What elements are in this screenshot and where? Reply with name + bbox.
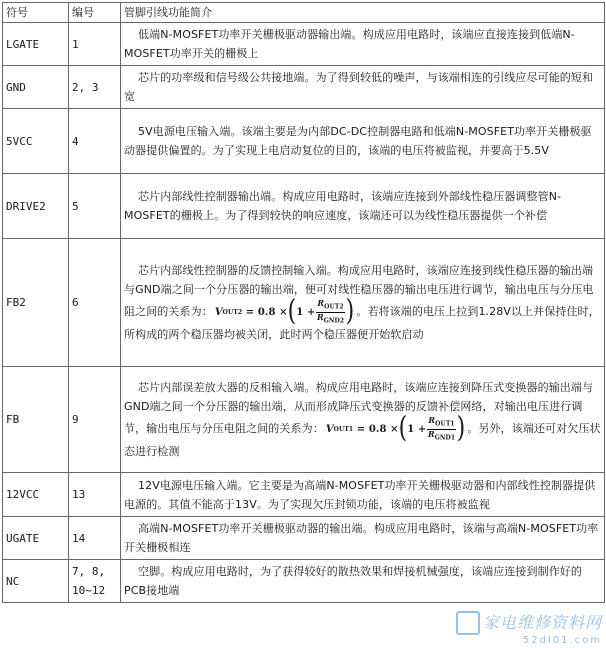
pin-description-after: 。另外，该端还可对欠压状态进行检测 xyxy=(124,422,601,459)
pin-symbol: LGATE xyxy=(3,23,69,66)
pin-number: 1 xyxy=(69,23,121,66)
pin-symbol: DRIVE2 xyxy=(3,174,69,239)
pin-description-cell xyxy=(121,109,605,174)
pin-number: 5 xyxy=(69,174,121,239)
pin-description: 空脚。构成应用电路时，为了获得较好的散热效果和焊接机械强度，该端应连接到制作好的PCB接地端 xyxy=(124,565,582,597)
table-row xyxy=(3,109,605,174)
pin-description-after: 。若将该端的电压上拉到1.28V以上并保持住时，所构成的两个稳压器均被关闭，此时两个稳压器便开始软启动 xyxy=(124,305,600,342)
table-row xyxy=(3,473,605,517)
pin-description-cell xyxy=(121,517,605,560)
pin-symbol: FB xyxy=(3,367,69,473)
pin-description: 芯片内部线性控制器输出端。构成应用电路时，该端应连接到外部线性稳压器调整管N-MOSFET的栅极上。为了得到较快的响应速度，该端还可以为线性稳压器提供一个补偿 xyxy=(124,190,562,222)
pin-description-cell xyxy=(121,367,605,473)
pin-description-before: 芯片内部误差放大器的反相输入端。构成应用电路时，该端应连接到降压式变换器的输出端与GND端之间一个分压器的输出端，从而形成降压式变换器的反馈补偿网络，对输出电压进行调节，输出电压与分压电阻之间的关系为： xyxy=(124,380,594,435)
pin-function-table xyxy=(2,2,605,603)
pin-symbol: UGATE xyxy=(3,517,69,560)
pin-description-before: 芯片内部线性控制器的反馈控制输入端。构成应用电路时，该端应连接到线性稳压器的输出端与GND端之间一个分压器的输出端，便可对线性稳压器的输出电压进行调节，输出电压与分压电阻之间的关系为： xyxy=(124,263,594,318)
pin-description-cell xyxy=(121,560,605,603)
pin-number: 6 xyxy=(69,239,121,367)
pin-symbol: 12VCC xyxy=(3,473,69,517)
pin-description: 高端N-MOSFET功率开关栅极驱动器的输出端。构成应用电路时，该端与高端N-MOSFET功率开关栅极相连 xyxy=(124,522,599,554)
pin-number: 14 xyxy=(69,517,121,560)
pin-symbol: 5VCC xyxy=(3,109,69,174)
output-voltage-formula: V OUT1 = 0.8 × ( 1 + $\frac{R_{OUT1}}{R_{GND1}}$ ) xyxy=(325,412,466,445)
watermark-text: 家电维修资料网 xyxy=(482,612,602,632)
output-voltage-formula: V OUT2 = 0.8 × ( 1 + $\frac{R_{OUT2}}{R_{GND2}}$ ) xyxy=(214,295,355,328)
pin-description: 12V电源电压输入端。它主要是为高端N-MOSFET功率开关栅极驱动器和内部线性控制器提供电源的。其值不能高于13V。为了实现欠压封锁功能，该端的电压将被监视 xyxy=(124,478,596,511)
pin-description: 低端N-MOSFET功率开关栅极驱动器输出端。构成应用电路时，该端应直接连接到低端N-MOSFET功率开关的栅极上 xyxy=(124,28,575,60)
header-symbol: 符号 xyxy=(3,3,69,23)
site-watermark xyxy=(456,610,602,647)
pin-description-cell xyxy=(121,23,605,66)
table-row xyxy=(3,66,605,109)
pin-symbol: FB2 xyxy=(3,239,69,367)
pin-description: 芯片的功率级和信号级公共接地端。为了得到较低的噪声，与该端相连的引线应尽可能的短和宽 xyxy=(124,71,594,103)
table-row xyxy=(3,174,605,239)
pin-description: 5V电源电压输入端。该端主要是为内部DC-DC控制器电路和低端N-MOSFET功率开关栅极驱动器提供偏置的。为了实现上电启动复位的目的，该端的电压将被监视，并要高于5.5V xyxy=(124,125,592,157)
pin-symbol: NC xyxy=(3,560,69,603)
pin-description-cell xyxy=(121,473,605,517)
pin-number: 7, 8, 10~12 xyxy=(69,560,121,603)
pin-number: 4 xyxy=(69,109,121,174)
table-row xyxy=(3,560,605,603)
pin-number: 13 xyxy=(69,473,121,517)
pin-description-cell xyxy=(121,174,605,239)
table-header-row xyxy=(3,3,605,23)
pin-description-cell xyxy=(121,66,605,109)
pin-description-cell xyxy=(121,239,605,367)
table-row xyxy=(3,23,605,66)
pin-number: 9 xyxy=(69,367,121,473)
table-row xyxy=(3,517,605,560)
site-logo-icon xyxy=(456,611,480,635)
header-description: 管脚引线功能简介 xyxy=(121,3,605,23)
table-row xyxy=(3,239,605,367)
watermark-url: 52dl01.com xyxy=(522,635,602,646)
pin-number: 2, 3 xyxy=(69,66,121,109)
pin-symbol: GND xyxy=(3,66,69,109)
table-row xyxy=(3,367,605,473)
header-number: 编号 xyxy=(69,3,121,23)
